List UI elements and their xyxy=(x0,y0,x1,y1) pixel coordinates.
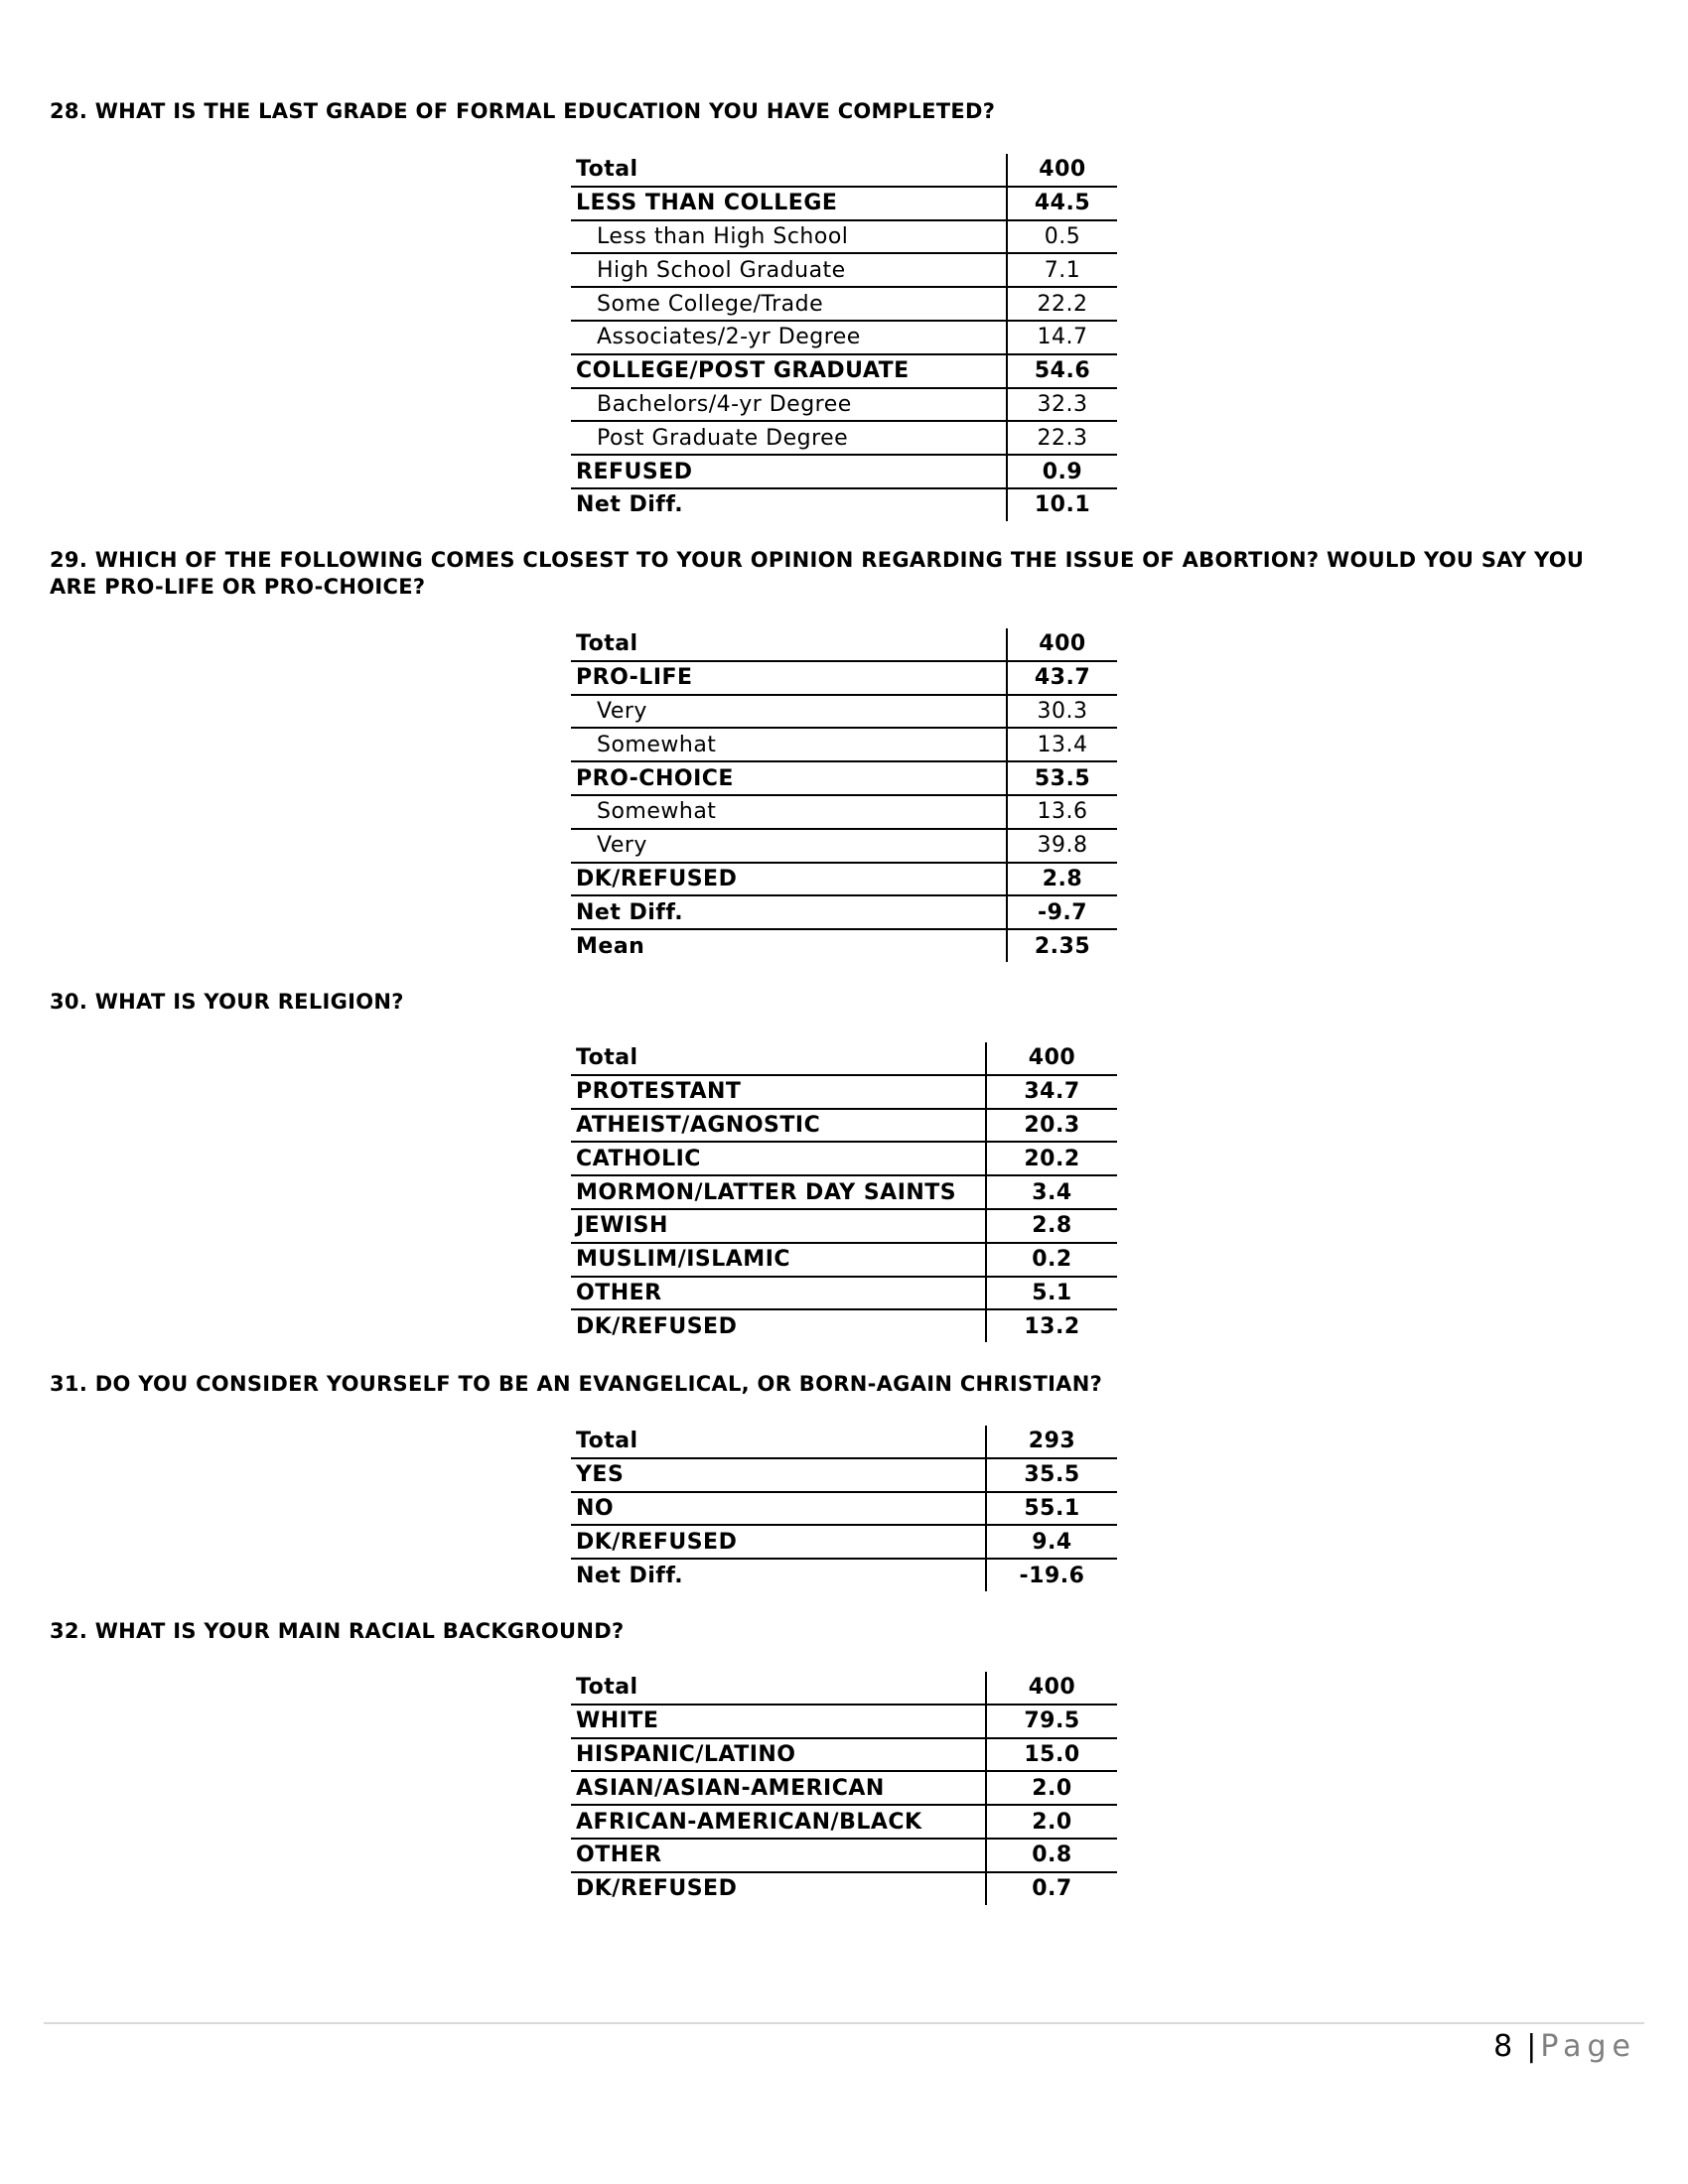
row-value: 54.6 xyxy=(1007,354,1117,388)
row-label: ASIAN/ASIAN-AMERICAN xyxy=(571,1771,986,1805)
row-value: 0.9 xyxy=(1007,455,1117,488)
table-row xyxy=(571,455,1117,488)
table-row xyxy=(571,253,1117,287)
row-value: 44.5 xyxy=(1007,187,1117,220)
row-label: PROTESTANT xyxy=(571,1075,986,1109)
row-label: Net Diff. xyxy=(571,895,1007,929)
row-label: CATHOLIC xyxy=(571,1142,986,1175)
table-row xyxy=(571,628,1117,661)
table-row xyxy=(571,421,1117,455)
row-value: 32.3 xyxy=(1007,388,1117,422)
table-row xyxy=(571,929,1117,962)
row-value: 30.3 xyxy=(1007,695,1117,729)
row-value: 53.5 xyxy=(1007,761,1117,795)
row-label: Post Graduate Degree xyxy=(571,421,1007,455)
row-value: 55.1 xyxy=(986,1492,1117,1526)
row-label: JEWISH xyxy=(571,1209,986,1243)
table-row xyxy=(571,1209,1117,1243)
table-row xyxy=(571,1872,1117,1905)
table-row xyxy=(571,895,1117,929)
table-row xyxy=(571,1309,1117,1342)
table-row xyxy=(571,287,1117,321)
row-label: Mean xyxy=(576,933,645,959)
table-row xyxy=(571,187,1117,220)
row-label: LESS THAN COLLEGE xyxy=(571,187,1007,220)
row-value: 35.5 xyxy=(986,1458,1117,1492)
row-value: 10.1 xyxy=(1007,488,1117,521)
row-value: 0.5 xyxy=(1007,220,1117,254)
row-label: YES xyxy=(571,1458,986,1492)
table-row xyxy=(571,695,1117,729)
row-value: 9.4 xyxy=(986,1525,1117,1559)
row-label: Net Diff. xyxy=(576,492,684,518)
question-28-table xyxy=(571,154,1117,521)
row-label: WHITE xyxy=(571,1705,986,1738)
table-row xyxy=(571,1175,1117,1209)
row-value: 0.8 xyxy=(986,1839,1117,1872)
question-29-table xyxy=(571,628,1117,962)
row-value: 2.8 xyxy=(1007,863,1117,896)
row-label: HISPANIC/LATINO xyxy=(571,1738,986,1772)
row-label: Total xyxy=(571,1672,986,1705)
row-label: Total xyxy=(571,628,1007,661)
table-row xyxy=(571,220,1117,254)
footer-separator: | xyxy=(1526,2029,1537,2064)
row-value: 13.2 xyxy=(986,1309,1117,1342)
row-label: Total xyxy=(571,1426,986,1458)
row-label: High School Graduate xyxy=(571,253,1007,287)
row-label: MORMON/LATTER DAY SAINTS xyxy=(571,1175,986,1209)
table-row xyxy=(571,1109,1117,1143)
table-row xyxy=(571,1492,1117,1526)
row-value: 43.7 xyxy=(1007,661,1117,695)
row-value: 14.7 xyxy=(1007,321,1117,354)
row-label: Very xyxy=(571,695,1007,729)
question-30-title: 30. WHAT IS YOUR RELIGION? xyxy=(50,990,404,1014)
row-label: Total xyxy=(571,1042,986,1075)
table-row xyxy=(571,1738,1117,1772)
table-row xyxy=(571,1559,1117,1591)
row-label: MUSLIM/ISLAMIC xyxy=(571,1243,986,1277)
table-row xyxy=(571,1277,1117,1310)
question-31-table xyxy=(571,1426,1117,1591)
row-label: Some College/Trade xyxy=(571,287,1007,321)
row-label: NO xyxy=(571,1492,986,1526)
table-row xyxy=(571,863,1117,896)
row-label: OTHER xyxy=(571,1277,986,1310)
question-28-title: 28. WHAT IS THE LAST GRADE OF FORMAL EDUCATION YOU HAVE COMPLETED? xyxy=(50,99,996,123)
row-label: AFRICAN-AMERICAN/BLACK xyxy=(571,1805,986,1839)
row-label: ATHEIST/AGNOSTIC xyxy=(571,1109,986,1143)
row-label: DK/REFUSED xyxy=(571,1525,986,1559)
table-row xyxy=(571,1426,1117,1458)
row-label: DK/REFUSED xyxy=(576,1876,738,1902)
question-31-title: 31. DO YOU CONSIDER YOURSELF TO BE AN EVANGELICAL, OR BORN-AGAIN CHRISTIAN? xyxy=(50,1372,1103,1396)
row-value: 400 xyxy=(1007,154,1117,187)
row-value: 293 xyxy=(986,1426,1117,1458)
row-value: 400 xyxy=(986,1042,1117,1075)
table-row xyxy=(571,829,1117,863)
table-row xyxy=(571,1142,1117,1175)
table-row xyxy=(571,1042,1117,1075)
question-30-table xyxy=(571,1042,1117,1342)
row-value: 7.1 xyxy=(1007,253,1117,287)
table-row xyxy=(571,1805,1117,1839)
table-row xyxy=(571,1771,1117,1805)
row-value: 20.3 xyxy=(986,1109,1117,1143)
row-label: Less than High School xyxy=(571,220,1007,254)
row-value: 2.0 xyxy=(986,1771,1117,1805)
table-row xyxy=(571,728,1117,761)
table-row xyxy=(571,488,1117,521)
row-label: REFUSED xyxy=(571,455,1007,488)
row-value: 22.3 xyxy=(1007,421,1117,455)
row-value: 15.0 xyxy=(986,1738,1117,1772)
row-label: Very xyxy=(571,829,1007,863)
row-label: Somewhat xyxy=(571,795,1007,829)
page-number: 8 xyxy=(1493,2029,1513,2064)
table-row xyxy=(571,388,1117,422)
question-32-table xyxy=(571,1672,1117,1905)
table-row xyxy=(571,1525,1117,1559)
table-row xyxy=(571,1458,1117,1492)
table-row xyxy=(571,661,1117,695)
page-footer xyxy=(1493,2025,1636,2069)
row-value: 20.2 xyxy=(986,1142,1117,1175)
row-value: 2.35 xyxy=(1007,929,1117,962)
row-label: PRO-CHOICE xyxy=(571,761,1007,795)
row-value: 39.8 xyxy=(1007,829,1117,863)
row-label: DK/REFUSED xyxy=(576,1313,738,1339)
row-value: 0.7 xyxy=(986,1872,1117,1905)
row-value: 5.1 xyxy=(986,1277,1117,1310)
question-32-title: 32. WHAT IS YOUR MAIN RACIAL BACKGROUND? xyxy=(50,1619,625,1643)
row-label: PRO-LIFE xyxy=(571,661,1007,695)
row-label: OTHER xyxy=(571,1839,986,1872)
table-row xyxy=(571,1075,1117,1109)
row-value: 400 xyxy=(986,1672,1117,1705)
table-row xyxy=(571,761,1117,795)
row-label: Somewhat xyxy=(571,728,1007,761)
page-label: Page xyxy=(1540,2029,1636,2064)
table-row xyxy=(571,321,1117,354)
row-value: 400 xyxy=(1007,628,1117,661)
row-label: DK/REFUSED xyxy=(571,863,1007,896)
footer-divider xyxy=(44,2022,1644,2024)
row-value: -9.7 xyxy=(1007,895,1117,929)
question-29-title: 29. WHICH OF THE FOLLOWING COMES CLOSEST TO YOUR OPINION REGARDING THE ISSUE OF ABORTION? WOULD YOU SAY YOU ARE PRO-LIFE OR PRO-CHOICE? xyxy=(50,548,1585,599)
table-row xyxy=(571,1243,1117,1277)
table-row xyxy=(571,1672,1117,1705)
row-value: 13.6 xyxy=(1007,795,1117,829)
table-row xyxy=(571,354,1117,388)
row-value: -19.6 xyxy=(986,1559,1117,1591)
table-row xyxy=(571,1839,1117,1872)
table-row xyxy=(571,1705,1117,1738)
row-value: 0.2 xyxy=(986,1243,1117,1277)
row-value: 34.7 xyxy=(986,1075,1117,1109)
row-label: Total xyxy=(571,154,1007,187)
row-value: 79.5 xyxy=(986,1705,1117,1738)
row-value: 2.0 xyxy=(986,1805,1117,1839)
table-row xyxy=(571,795,1117,829)
row-value: 13.4 xyxy=(1007,728,1117,761)
row-label: Net Diff. xyxy=(576,1563,684,1588)
row-value: 3.4 xyxy=(986,1175,1117,1209)
row-label: Bachelors/4-yr Degree xyxy=(571,388,1007,422)
row-value: 22.2 xyxy=(1007,287,1117,321)
row-label: Associates/2-yr Degree xyxy=(571,321,1007,354)
table-row xyxy=(571,154,1117,187)
row-label: COLLEGE/POST GRADUATE xyxy=(571,354,1007,388)
row-value: 2.8 xyxy=(986,1209,1117,1243)
